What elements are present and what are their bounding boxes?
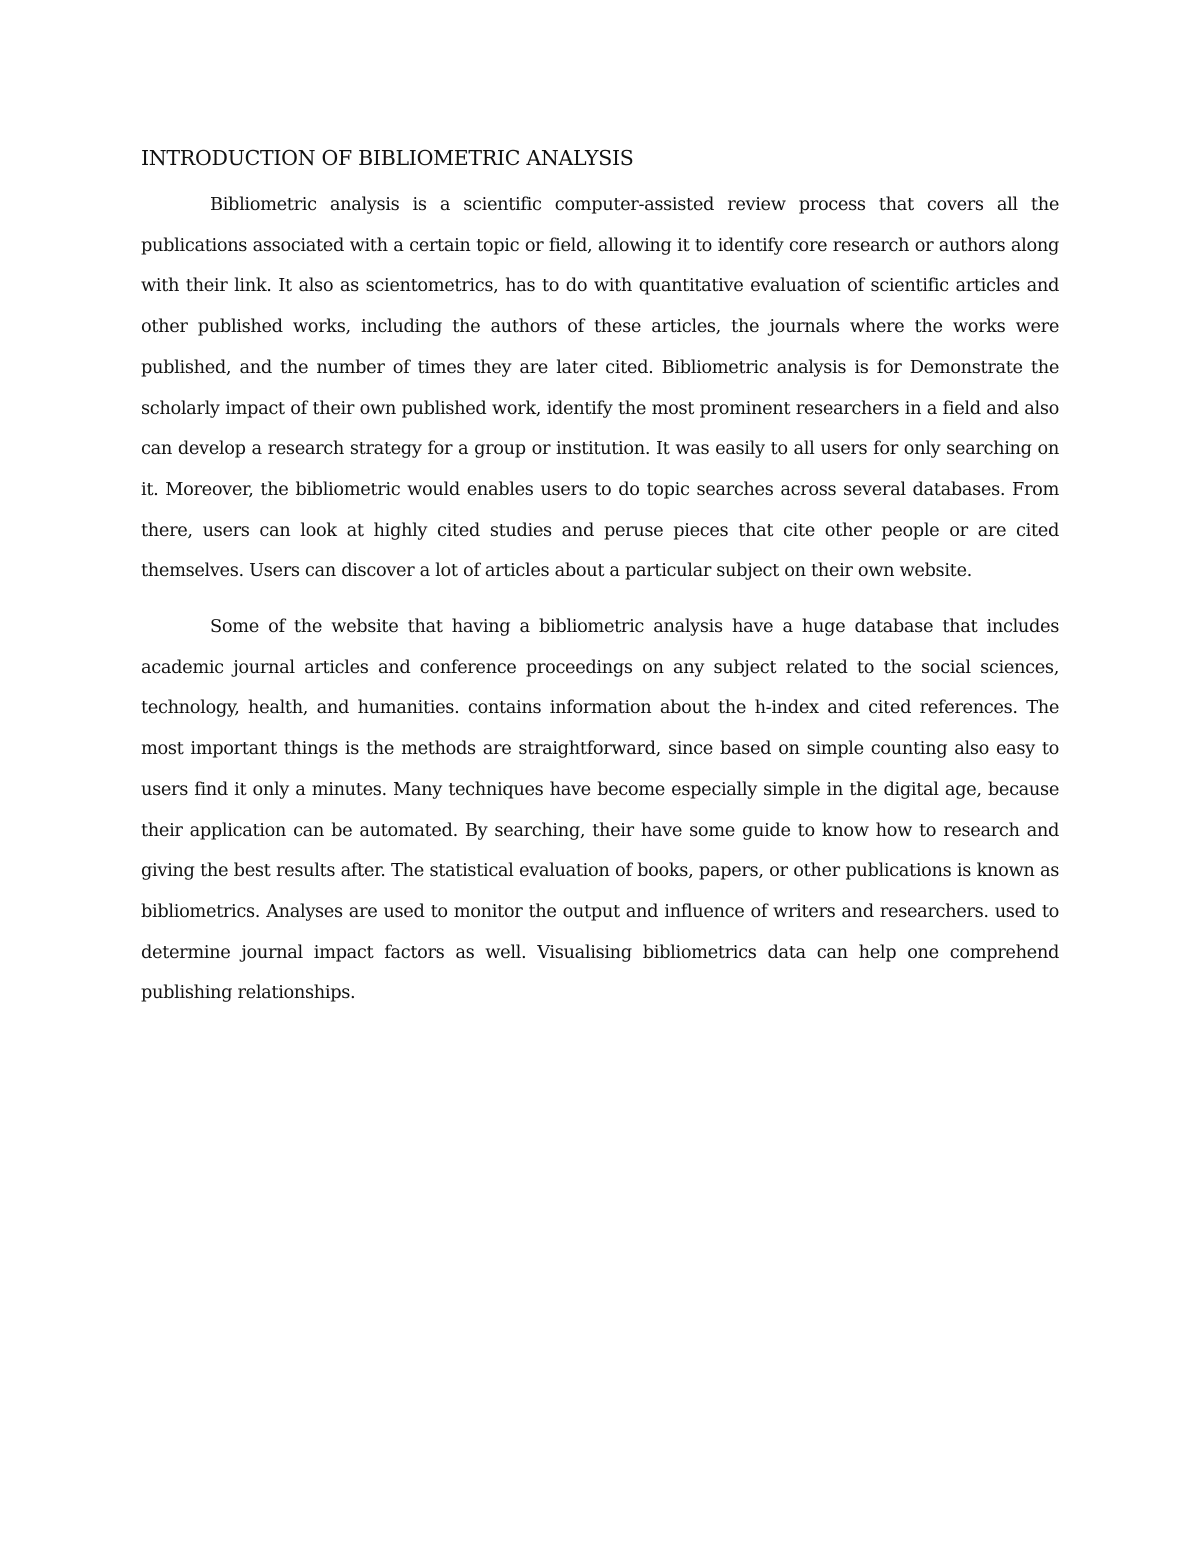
- paragraph-introduction: Bibliometric analysis is a scientific computer-assisted review process that covers all the publications associated with a certain topic or field, allowing it to identify core research or authors along with their link. It also as scientometrics, has to do with quantitative evaluation of scientific articles and other published works, including the authors of these articles, the journals where the works were published, and the number of times they are later cited. Bibliometric analysis is for Demonstrate the scholarly impact of their own published work, identify the most prominent researchers in a field and also can develop a research strategy for a group or institution. It was easily to all users for only searching on it. Moreover, the bibliometric would enables users to do topic searches across several databases. From there, users can look at highly cited studies and peruse pieces that cite other people or are cited themselves. Users can discover a lot of articles about a particular subject on their own website.: [141, 194, 1059, 582]
- paragraph-website-database: Some of the website that having a bibliometric analysis have a huge database that includes academic journal articles and conference proceedings on any subject related to the social sciences, technology, health, and humanities. contains information about the h-index and cited references. The most important things is the methods are straightforward, since based on simple counting also easy to users find it only a minutes. Many techniques have become especially simple in the digital age, because their application can be automated. By searching, their have some guide to know how to research and giving the best results after. The statistical evaluation of books, papers, or other publications is known as bibliometrics. Analyses are used to monitor the output and influence of writers and researchers. used to determine journal impact factors as well. Visualising bibliometrics data can help one comprehend publishing relationships.: [141, 616, 1059, 1004]
- page-title: INTRODUCTION OF BIBLIOMETRIC ANALYSIS: [141, 146, 634, 170]
- document-body: [141, 138, 1059, 1014]
